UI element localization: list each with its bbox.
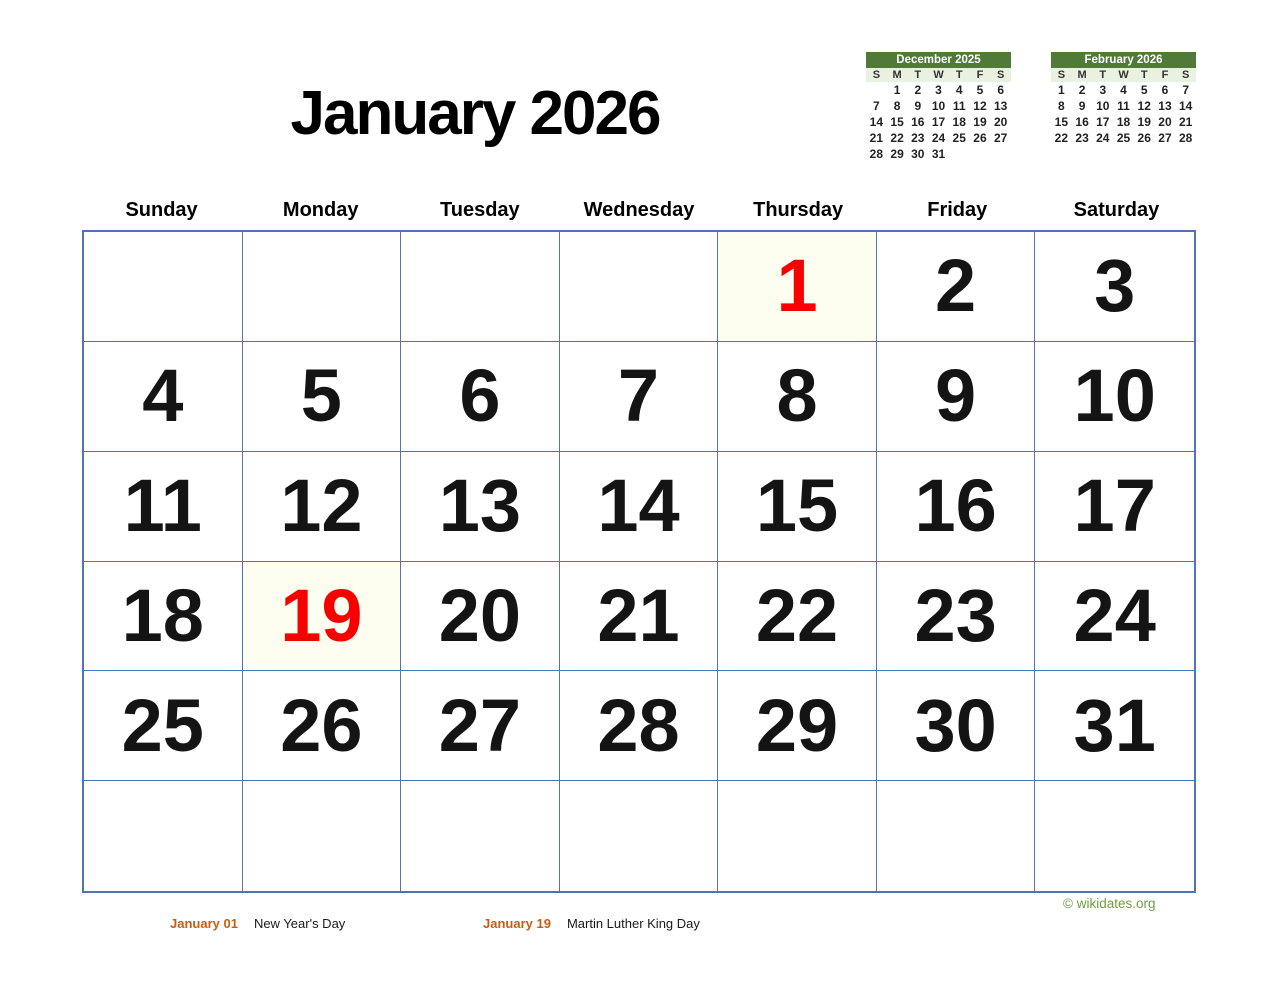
mini-day: 29 <box>890 147 904 161</box>
day-cell-21 <box>560 562 719 672</box>
mini-day: 12 <box>973 99 987 113</box>
mini-day: 14 <box>869 115 884 129</box>
mini-day: 23 <box>911 131 925 145</box>
mini-day: 21 <box>1178 115 1193 129</box>
mini-day: 2 <box>914 83 922 97</box>
mini-day: 1 <box>1058 83 1065 97</box>
mini-day: 25 <box>1116 131 1131 145</box>
mini-day: 20 <box>993 115 1008 129</box>
day-number: 7 <box>617 354 660 438</box>
holiday-item-mlk-day <box>483 916 700 931</box>
day-cell-20 <box>401 562 560 672</box>
mini-week-row <box>1051 114 1196 130</box>
mini-day-empty <box>949 146 970 162</box>
day-cell-12 <box>243 452 402 562</box>
day-cell-23 <box>877 562 1036 672</box>
mini-day: 30 <box>911 147 925 161</box>
page-title: January 2026 <box>290 79 660 148</box>
day-number: 31 <box>1073 683 1156 767</box>
mini-weekday-label: S <box>872 69 881 81</box>
day-cell-14 <box>560 452 719 562</box>
weekday-header: Sunday <box>125 199 198 221</box>
mini-day: 10 <box>931 99 946 113</box>
mini-day: 8 <box>893 99 901 113</box>
mini-day: 27 <box>993 131 1008 145</box>
mini-day: 26 <box>1137 131 1151 145</box>
day-cell-11 <box>84 452 243 562</box>
mini-day: 9 <box>1078 99 1086 113</box>
day-cell-10 <box>1035 342 1194 452</box>
mini-day: 17 <box>931 115 946 129</box>
mini-day: 28 <box>869 147 884 161</box>
mini-calendar-previous-month <box>866 52 1011 162</box>
mini-weekday-label: S <box>1057 69 1066 81</box>
day-cell-empty <box>560 781 719 891</box>
day-number: 9 <box>935 354 977 438</box>
holiday-item-new-years-day <box>170 916 345 931</box>
day-cell-1 <box>718 232 877 342</box>
day-number: 15 <box>755 464 839 548</box>
day-number: 25 <box>121 683 204 767</box>
day-number: 16 <box>914 464 997 548</box>
mini-weekday-label: T <box>914 69 922 81</box>
mini-week-row <box>1051 82 1196 98</box>
weekday-header: Saturday <box>1073 199 1160 221</box>
mini-day: 3 <box>1099 83 1107 97</box>
mini-day-empty <box>990 146 1011 162</box>
day-number: 22 <box>755 573 839 657</box>
mini-day: 17 <box>1096 115 1110 129</box>
day-cell-empty <box>560 232 719 342</box>
day-number: 30 <box>914 683 997 767</box>
day-cell-empty <box>401 232 560 342</box>
mini-day: 7 <box>873 99 880 113</box>
mini-day: 27 <box>1158 131 1172 145</box>
day-number: 29 <box>755 683 839 767</box>
mini-day: 5 <box>976 83 984 97</box>
weekday-header-row <box>82 199 1196 222</box>
day-number: 27 <box>438 683 522 767</box>
mini-day: 8 <box>1058 99 1065 113</box>
mini-day: 28 <box>1178 131 1193 145</box>
mini-day: 16 <box>911 115 925 129</box>
mini-week-row <box>1051 98 1196 114</box>
mini-day: 4 <box>1120 83 1127 97</box>
day-cell-17 <box>1035 452 1194 562</box>
weekday-header: Monday <box>282 199 359 221</box>
day-number: 3 <box>1094 244 1136 328</box>
day-number: 10 <box>1073 354 1156 438</box>
mini-day: 12 <box>1137 99 1151 113</box>
day-number: 21 <box>597 573 680 657</box>
mini-day: 7 <box>1182 83 1190 97</box>
mini-weekday-label: F <box>976 69 984 81</box>
mini-day-empty <box>866 82 887 98</box>
day-cell-9 <box>877 342 1036 452</box>
day-cell-22 <box>718 562 877 672</box>
mini-day: 15 <box>1054 115 1069 129</box>
day-number: 1 <box>776 244 818 328</box>
day-cell-empty <box>718 781 877 891</box>
weekday-header: Thursday <box>753 199 844 221</box>
mini-day: 1 <box>893 83 901 97</box>
weekday-header: Friday <box>927 199 988 221</box>
mini-day: 5 <box>1140 83 1148 97</box>
mini-weekday-row <box>866 68 1011 82</box>
mini-weekday-label: T <box>1140 69 1148 81</box>
weekday-header: Wednesday <box>583 199 695 221</box>
day-cell-30 <box>877 671 1036 781</box>
mini-day: 24 <box>1096 131 1110 145</box>
day-cell-empty <box>1035 781 1194 891</box>
mini-day: 11 <box>952 99 966 113</box>
day-cell-25 <box>84 671 243 781</box>
day-number: 14 <box>597 464 680 548</box>
day-cell-6 <box>401 342 560 452</box>
mini-day: 11 <box>1117 99 1130 113</box>
mini-day: 6 <box>997 83 1005 97</box>
mini-day: 13 <box>1158 99 1172 113</box>
day-cell-24 <box>1035 562 1194 672</box>
calendar-grid <box>82 230 1196 893</box>
mini-day: 2 <box>1078 83 1086 97</box>
mini-day: 22 <box>890 131 904 145</box>
holiday-date: January 01 <box>170 916 238 931</box>
day-number: 23 <box>914 573 997 657</box>
mini-weekday-label: T <box>955 69 963 81</box>
mini-weekday-label: T <box>1099 69 1107 81</box>
mini-day: 18 <box>1116 115 1131 129</box>
mini-weekday-label: W <box>1118 69 1129 81</box>
day-number: 2 <box>935 244 977 328</box>
mini-day: 20 <box>1158 115 1172 129</box>
mini-day: 26 <box>973 131 987 145</box>
day-number: 13 <box>438 464 522 548</box>
mini-day: 24 <box>931 131 946 145</box>
mini-day: 6 <box>1161 83 1169 97</box>
holiday-name: New Year's Day <box>253 916 346 931</box>
day-number: 6 <box>459 354 501 438</box>
day-cell-5 <box>243 342 402 452</box>
day-cell-2 <box>877 232 1036 342</box>
day-cell-31 <box>1035 671 1194 781</box>
mini-weekday-label: M <box>892 69 902 81</box>
day-cell-3 <box>1035 232 1194 342</box>
mini-week-row <box>866 114 1011 130</box>
mini-day: 31 <box>931 147 946 161</box>
mini-day: 10 <box>1096 99 1110 113</box>
day-cell-empty <box>84 781 243 891</box>
day-cell-18 <box>84 562 243 672</box>
mini-week-row <box>866 146 1011 162</box>
mini-week-row <box>866 130 1011 146</box>
mini-day: 3 <box>935 83 942 97</box>
mini-day: 15 <box>890 115 904 129</box>
mini-week-row <box>1051 130 1196 146</box>
day-cell-19 <box>243 562 402 672</box>
mini-calendar-next-month <box>1051 52 1196 146</box>
day-cell-4 <box>84 342 243 452</box>
day-cell-empty <box>84 232 243 342</box>
mini-weekday-label: W <box>933 69 944 81</box>
mini-weekday-row <box>1051 68 1196 82</box>
day-cell-26 <box>243 671 402 781</box>
day-cell-7 <box>560 342 719 452</box>
day-cell-28 <box>560 671 719 781</box>
day-number: 26 <box>280 683 363 767</box>
day-number: 4 <box>142 354 184 438</box>
mini-day: 18 <box>952 115 966 129</box>
day-number: 20 <box>438 573 522 657</box>
day-number: 28 <box>597 683 680 767</box>
mini-weekday-label: F <box>1161 69 1169 81</box>
mini-calendar-title: December 2025 <box>866 52 1011 68</box>
mini-weekday-label: M <box>1077 69 1087 81</box>
day-cell-13 <box>401 452 560 562</box>
day-number: 19 <box>280 573 363 657</box>
mini-day: 9 <box>914 99 922 113</box>
day-cell-empty <box>401 781 560 891</box>
copyright-text: © wikidates.org <box>1063 896 1156 911</box>
day-number: 8 <box>776 354 818 438</box>
day-number: 5 <box>300 354 342 438</box>
mini-week-row <box>866 82 1011 98</box>
mini-day-empty <box>970 146 991 162</box>
mini-day: 19 <box>973 115 987 129</box>
day-cell-15 <box>718 452 877 562</box>
mini-day: 23 <box>1075 131 1089 145</box>
day-cell-27 <box>401 671 560 781</box>
mini-day: 19 <box>1137 115 1151 129</box>
day-cell-empty <box>243 781 402 891</box>
mini-weekday-label: S <box>1182 69 1190 81</box>
holiday-date: January 19 <box>483 916 551 931</box>
mini-day: 25 <box>952 131 966 145</box>
day-number: 11 <box>123 464 202 548</box>
day-cell-8 <box>718 342 877 452</box>
day-cell-empty <box>877 781 1036 891</box>
day-number: 17 <box>1073 464 1156 548</box>
mini-day: 21 <box>869 131 884 145</box>
mini-weekday-label: S <box>997 69 1005 81</box>
mini-calendar-title: February 2026 <box>1051 52 1196 68</box>
day-number: 12 <box>280 464 363 548</box>
holiday-name: Martin Luther King Day <box>566 916 700 931</box>
weekday-header: Tuesday <box>440 199 520 221</box>
day-number: 18 <box>121 573 204 657</box>
mini-day: 16 <box>1075 115 1089 129</box>
mini-day: 13 <box>993 99 1008 113</box>
mini-day: 22 <box>1054 131 1069 145</box>
day-cell-empty <box>243 232 402 342</box>
day-cell-29 <box>718 671 877 781</box>
day-cell-16 <box>877 452 1036 562</box>
mini-day: 14 <box>1178 99 1193 113</box>
mini-week-row <box>866 98 1011 114</box>
mini-day: 4 <box>955 83 963 97</box>
day-number: 24 <box>1073 573 1156 657</box>
